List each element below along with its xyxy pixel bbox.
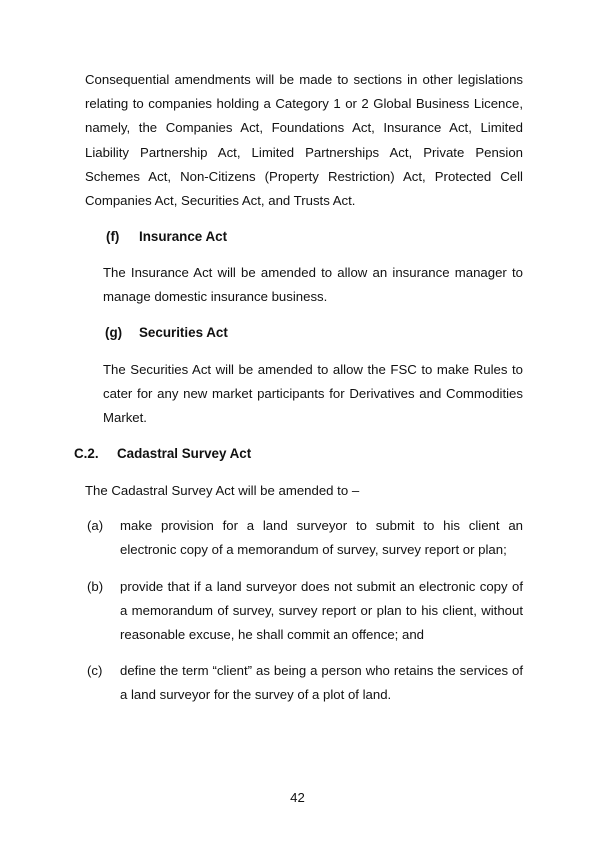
list-item-b-text: provide that if a land surveyor does not submit an electronic copy of a memorandum of survey, survey report or plan to his client, without reasonable excuse, he shall commit an offence; and: [120, 579, 523, 643]
list-item-a: [87, 514, 523, 564]
list-item-c: [87, 659, 523, 709]
section-c2-heading: [74, 442, 374, 466]
list-item-b-marker: (b): [87, 579, 104, 594]
section-f-body: The Insurance Act will be amended to allow an insurance manager to manage domestic insurance business.: [103, 265, 523, 305]
section-c2-intro: The Cadastral Survey Act will be amended to –: [85, 483, 360, 498]
list-item-c-text: define the term “client” as being a person who retains the services of a land surveyor for the survey of a plot of land.: [120, 663, 523, 703]
section-g-body: The Securities Act will be amended to allow the FSC to make Rules to cater for any new market participants for Derivatives and Commodities Market.: [103, 362, 523, 426]
section-g-heading: [105, 321, 405, 345]
page-number: 42: [290, 790, 305, 805]
section-g-label: (g): [105, 325, 123, 340]
list-item-a-text: make provision for a land surveyor to submit to his client an electronic copy of a memorandum of survey, survey report or plan;: [120, 518, 523, 558]
section-g-title: Securities Act: [139, 325, 228, 340]
section-f-label: (f): [106, 229, 120, 244]
list-item-b: [87, 575, 523, 649]
section-c2-label: C.2.: [74, 446, 99, 461]
list-item-a-marker: (a): [87, 518, 104, 533]
intro-paragraph: Consequential amendments will be made to sections in other legislations relating to companies holding a Category 1 or 2 Global Business Licence, namely, the Companies Act, Foundations Act, Insurance Act, Limited Liability Partnership Act, Limited Partnerships Act, Private Pension Schemes Act, Non-Citizens (Property Restriction) Act, Protected Cell Companies Act, Securities Act, and Trusts Act.: [85, 72, 523, 209]
section-f-title: Insurance Act: [139, 229, 228, 244]
section-c2-title: Cadastral Survey Act: [117, 446, 252, 461]
section-f-heading: [106, 225, 406, 249]
list-item-c-marker: (c): [87, 663, 103, 678]
